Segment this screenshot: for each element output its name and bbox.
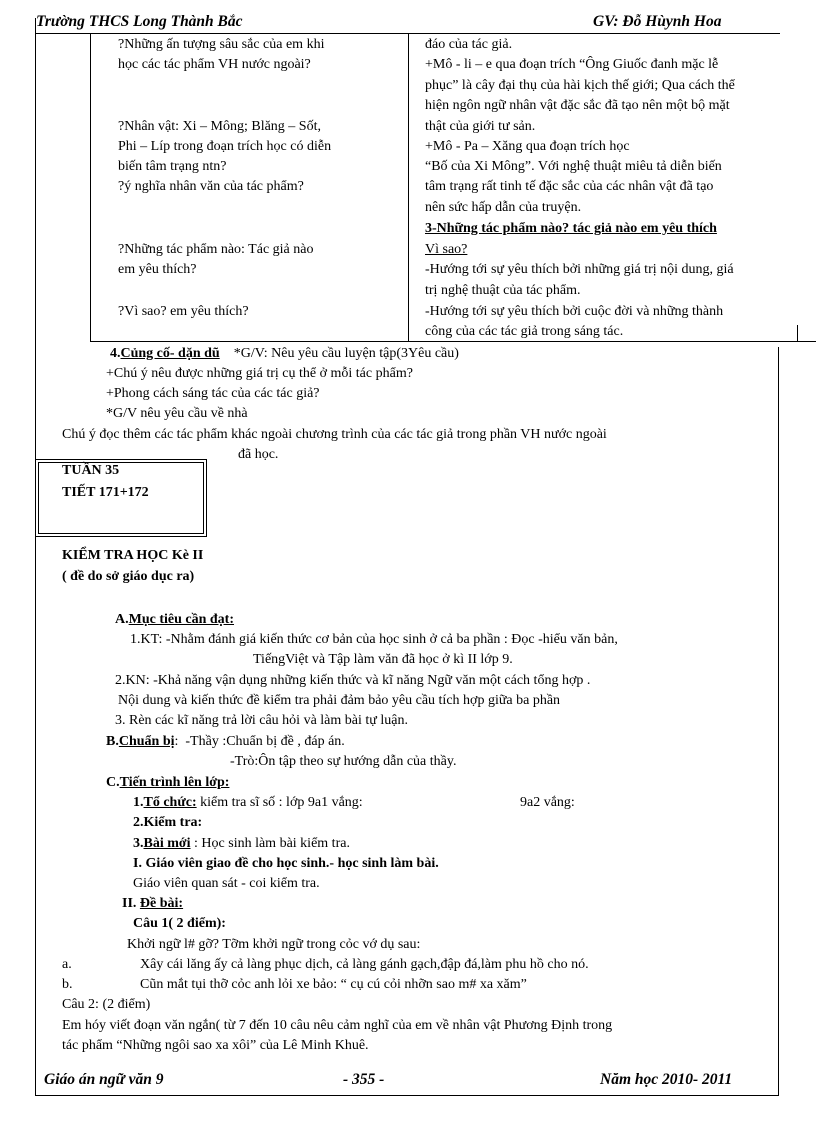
period-label: TIẾT 171+172 — [62, 485, 149, 500]
crop-artifact-line — [797, 325, 798, 341]
consolidation-line: đã học. — [238, 447, 279, 462]
step2-title: Đề bài: — [139, 896, 184, 911]
question1b: Cũn mắt tụi thỡ cỏc anh lỏi xe bảo: “ cụ cú cỏi nhỡn sao m# xa xăm” — [140, 977, 527, 992]
exam-title: KIỂM TRA HỌC Kè II — [62, 548, 204, 563]
section-b-title: Chuẩn bị — [118, 734, 175, 749]
new-lesson-num: 3. — [133, 836, 144, 851]
footer-rule — [35, 1095, 779, 1096]
answer-line: công của các tác giả trong sáng tác. — [425, 324, 624, 339]
consolidation-rest: *G/V: Nêu yêu cầu luyện tập(3Yêu cầu) — [219, 346, 459, 361]
answer-line: -Hướng tới sự yêu thích bởi cuộc đời và những thành — [425, 304, 724, 319]
check-heading — [133, 815, 202, 832]
new-lesson-text: : Học sinh làm bài kiểm tra. — [190, 836, 350, 851]
section-b-heading — [106, 734, 345, 751]
section-b-teacher: : -Thầy :Chuẩn bị đề , đáp án. — [174, 734, 345, 749]
answer-line: đáo của tác giả. — [425, 37, 513, 52]
objective-knowledge: 1.KT: -Nhằm đánh giá kiến thức cơ bản của học sinh ở cả ba phần : Đọc -hiểu văn bản, — [130, 632, 618, 647]
table-middle-border — [408, 33, 409, 341]
question-favorite-cont: em yêu thích? — [118, 262, 197, 277]
question-characters-cont: Phi – Líp trong đoạn trích học có diễn — [118, 139, 332, 154]
question-favorite: ?Những tác phẩm nào: Tác giả nào — [118, 242, 314, 257]
objective-knowledge-cont: TiếngViệt và Tập làm văn đã học ở kì II lớp 9. — [253, 652, 513, 667]
consolidation-title: Củng cố- dặn dũ — [120, 346, 220, 361]
organization-text: kiểm tra sĩ số : lớp 9a1 vắng: — [196, 795, 363, 810]
observe: Giáo viên quan sát - coi kiểm tra. — [133, 876, 320, 891]
organization-title: Tổ chức: — [143, 795, 197, 810]
question1-text: Khởi ngữ l# gỡ? Tỡm khởi ngữ trong cỏc vớ dụ sau: — [127, 937, 421, 952]
page-number: - 355 - — [343, 1071, 385, 1088]
objective-skills-cont: Nội dung và kiến thức đề kiểm tra phải đảm bảo yêu cầu tích hợp giữa ba phần — [118, 693, 561, 708]
question2-text-cont: tác phẩm “Những ngôi sao xa xôi” của Lê Minh Khuê. — [62, 1038, 369, 1053]
table-right-column — [425, 0, 816, 345]
answer-line: +Mô - li – e qua đoạn trích “Ông Giuốc đanh mặc lễ — [425, 57, 719, 72]
frame-right-border — [778, 347, 779, 1096]
section-c-label: C. — [106, 775, 120, 790]
step2-num: II. — [122, 896, 140, 911]
step1: I. Giáo viên giao đề cho học sinh.- học sinh làm bài. — [133, 856, 439, 871]
table-left-border — [90, 33, 91, 341]
school-name: Trường THCS Long Thành Bắc — [36, 13, 243, 30]
school-year: Năm học 2010- 2011 — [600, 1071, 733, 1088]
question-impressions: ?Những ấn tượng sâu sắc của em khi — [118, 37, 325, 52]
answer-heading: 3-Những tác phẩm nào? tác giả nào em yêu thích — [425, 221, 717, 236]
question1b-label: b. — [62, 977, 73, 992]
section-a-label: A. — [115, 612, 129, 627]
question-characters-cont2: biến tâm trạng ntn? — [118, 159, 227, 174]
answer-line: hiện ngôn ngữ nhân vật đặc sắc đã tạo nên một bộ mặt — [425, 98, 730, 113]
section-b-label: B. — [106, 734, 119, 749]
answer-line: trị nghệ thuật của tác phẩm. — [425, 283, 581, 298]
consolidation-line: *G/V nêu yêu cầu về nhà — [106, 406, 248, 421]
organization-num: 1. — [133, 795, 144, 810]
consolidation-line: Chú ý đọc thêm các tác phẩm khác ngoài chương trình của các tác giả trong phần VH nước ngoài — [62, 427, 607, 442]
section-c-title: Tiến trình lên lớp: — [119, 775, 230, 790]
section-c-heading — [106, 775, 229, 792]
answer-line: phục” là cây đại thụ của hài kịch thế giới; Qua cách thể — [425, 78, 735, 93]
teacher-name: GV: Đỗ Hùynh Hoa — [593, 13, 722, 30]
answer-line: +Mô - Pa – Xăng qua đoạn trích học — [425, 139, 630, 154]
step2-heading — [122, 896, 183, 913]
section-a-title: Mục tiêu cần đạt: — [128, 612, 235, 627]
question1-heading: Câu 1( 2 điểm): — [133, 916, 226, 931]
consolidation-line: +Chú ý nêu được những giá trị cụ thể ở mỗi tác phẩm? — [106, 366, 413, 381]
objective-skill3: 3. Rèn các kĩ năng trả lời câu hỏi và làm bài tự luận. — [115, 713, 408, 728]
section-a-heading — [115, 612, 234, 629]
frame-left-border — [35, 18, 36, 1096]
question-why: ?Vì sao? em yêu thích? — [118, 304, 249, 319]
consolidation-line: +Phong cách sáng tác của các tác giả? — [106, 386, 320, 401]
consolidation-num: 4. — [110, 346, 121, 361]
answer-line: “Bố của Xi Mông”. Với nghệ thuật miêu tả diễn biến — [425, 159, 722, 174]
new-lesson-line — [133, 836, 350, 853]
week-label: TUẦN 35 — [62, 463, 120, 478]
question2-heading: Câu 2: (2 điểm) — [62, 997, 151, 1012]
question1a: Xây cái lăng ấy cả làng phục dịch, cả làng gánh gạch,đập đá,làm phu hồ cho nó. — [140, 957, 589, 972]
new-lesson-title: Bài mới — [143, 836, 191, 851]
question2-text: Em hóy viết đoạn văn ngắn( từ 7 đến 10 câu nêu cảm nghĩ của em về nhân vật Phương Định trong — [62, 1018, 613, 1033]
answer-line: thật của giới tư sản. — [425, 119, 536, 134]
question-meaning: ?ý nghĩa nhân văn của tác phẩm? — [118, 179, 304, 194]
organization-text2: 9a2 vắng: — [520, 795, 575, 810]
question1a-label: a. — [62, 957, 72, 972]
section-b-student: -Trò:Ôn tập theo sự hướng dẫn của thầy. — [230, 754, 457, 769]
question-impressions-cont: học các tác phẩm VH nước ngoài? — [118, 57, 311, 72]
question-characters: ?Nhân vật: Xi – Mông; Blăng – Sốt, — [118, 119, 321, 134]
footer-title: Giáo án ngữ văn 9 — [44, 1071, 164, 1088]
answer-line: nên sức hấp dẫn của truyện. — [425, 200, 582, 215]
answer-line: tâm trạng rất tinh tế đặc sắc của các nhân vật đã tạo — [425, 179, 714, 194]
answer-line: -Hướng tới sự yêu thích bởi những giá trị nội dung, giá — [425, 262, 734, 277]
exam-subtitle: ( đề do sở giáo dục ra) — [62, 569, 195, 584]
consolidation-heading — [110, 346, 459, 363]
check-title: 2.Kiểm tra: — [133, 815, 203, 830]
objective-skills: 2.KN: -Khả năng vận dụng những kiến thức và kĩ năng Ngữ văn một cách tổng hợp . — [115, 673, 591, 688]
answer-line: Vì sao? — [425, 242, 468, 257]
organization-line — [133, 795, 363, 812]
